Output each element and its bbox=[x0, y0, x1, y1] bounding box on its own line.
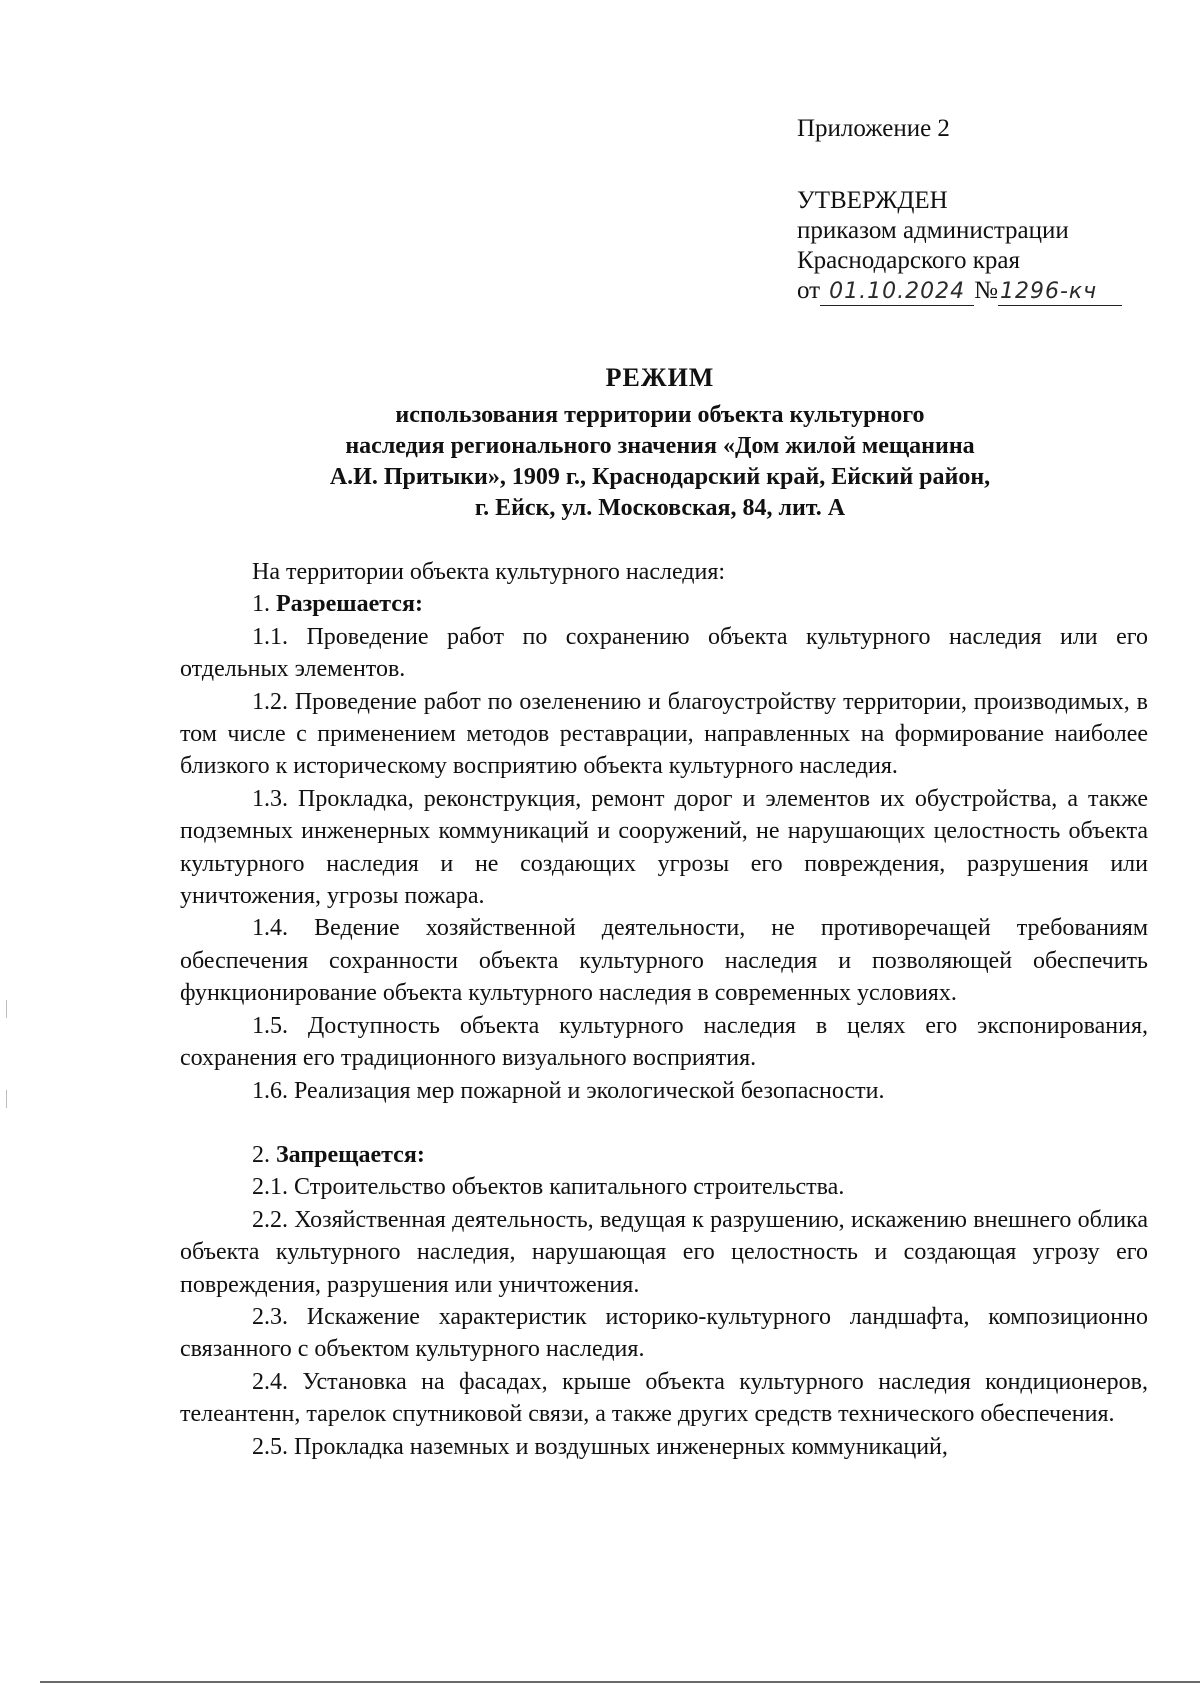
paragraph-1-4: 1.4. Ведение хозяйственной деятельности, не противоречащей требованиям обеспечения сохранности объекта культурного наследия и позволяющей обеспечить функционирование объекта культурного наследия в современных условиях. bbox=[180, 915, 1148, 1007]
paragraph-2-3: 2.3. Искажение характеристик историко-культурного ландшафта, композиционно связанного с объектом культурного наследия. bbox=[180, 1303, 1148, 1363]
paragraph-2-1: 2.1. Строительство объектов капитального строительства. bbox=[252, 1174, 845, 1201]
handwritten-number: 1296-кч bbox=[998, 279, 1122, 306]
region-label: Краснодарского края bbox=[797, 247, 1020, 274]
order-label: приказом администрации bbox=[797, 217, 1069, 244]
approved-label: УТВЕРЖДЕН bbox=[797, 187, 948, 214]
document-title bbox=[180, 362, 1140, 524]
title-line-4: г. Ейск, ул. Московская, 84, лит. А bbox=[474, 495, 846, 521]
paragraph-1-3: 1.3. Прокладка, реконструкция, ремонт дорог и элементов их обустройства, а также подземных инженерных коммуникаций и сооружений, не нарушающих целостность объекта культурного наследия и не создающих угрозы его повреждения, разрушения или уничтожения, угрозы пожара. bbox=[180, 785, 1148, 910]
title-line-1: использования территории объекта культурного bbox=[395, 402, 925, 428]
title-main: РЕЖИМ bbox=[605, 363, 715, 392]
paragraph-1-5: 1.5. Доступность объекта культурного наследия в целях его экспонирования, сохранения его традиционного визуального восприятия. bbox=[180, 1012, 1148, 1072]
paragraph-1-2: 1.2. Проведение работ по озеленению и благоустройству территории, производимых, в том числе с применением методов реставрации, направленных на формирование наиболее близкого к историческому восприятию объекта культурного наследия. bbox=[180, 688, 1148, 780]
order-date-number bbox=[797, 276, 1122, 306]
section-1-title: Разрешается: bbox=[276, 591, 423, 618]
section-2-number: 2. bbox=[252, 1141, 270, 1168]
appendix-label: Приложение 2 bbox=[797, 115, 950, 142]
section-spacer bbox=[180, 1107, 1148, 1139]
number-sign: № bbox=[974, 277, 998, 304]
paragraph-1-1: 1.1. Проведение работ по сохранению объекта культурного наследия или его отдельных элементов. bbox=[180, 623, 1148, 683]
section-1-heading bbox=[180, 588, 1148, 620]
section-2-heading bbox=[180, 1139, 1148, 1171]
approval-gap bbox=[797, 144, 1122, 186]
title-line-2: наследия регионального значения «Дом жилой мещанина bbox=[345, 433, 975, 459]
handwritten-date: 01.10.2024 bbox=[820, 279, 974, 306]
from-label: от bbox=[797, 277, 821, 304]
page-bottom-edge bbox=[40, 1681, 1200, 1683]
paragraph-2-2: 2.2. Хозяйственная деятельность, ведущая к разрушению, искажению внешнего облика объекта культурного наследия, нарушающая его целостность и создающая угрозу его повреждения, разрушения или уничтожения. bbox=[180, 1206, 1148, 1298]
approval-block bbox=[797, 114, 1122, 306]
paragraph-2-5: 2.5. Прокладка наземных и воздушных инженерных коммуникаций, bbox=[252, 1433, 948, 1460]
paragraph-1-6: 1.6. Реализация мер пожарной и экологической безопасности. bbox=[252, 1077, 885, 1104]
paragraph-2-4: 2.4. Установка на фасадах, крыше объекта культурного наследия кондиционеров, телеантенн, тарелок спутниковой связи, а также других средств технического обеспечения. bbox=[180, 1368, 1148, 1428]
scan-artifact bbox=[6, 1000, 7, 1018]
title-line-3: А.И. Притыки», 1909 г., Краснодарский край, Ейский район, bbox=[329, 464, 991, 490]
section-1-number: 1. bbox=[252, 591, 270, 618]
intro-paragraph: На территории объекта культурного наследия: bbox=[252, 559, 726, 585]
scan-artifact bbox=[6, 1090, 7, 1108]
section-2-title: Запрещается: bbox=[276, 1141, 425, 1168]
document-body bbox=[180, 556, 1148, 1463]
